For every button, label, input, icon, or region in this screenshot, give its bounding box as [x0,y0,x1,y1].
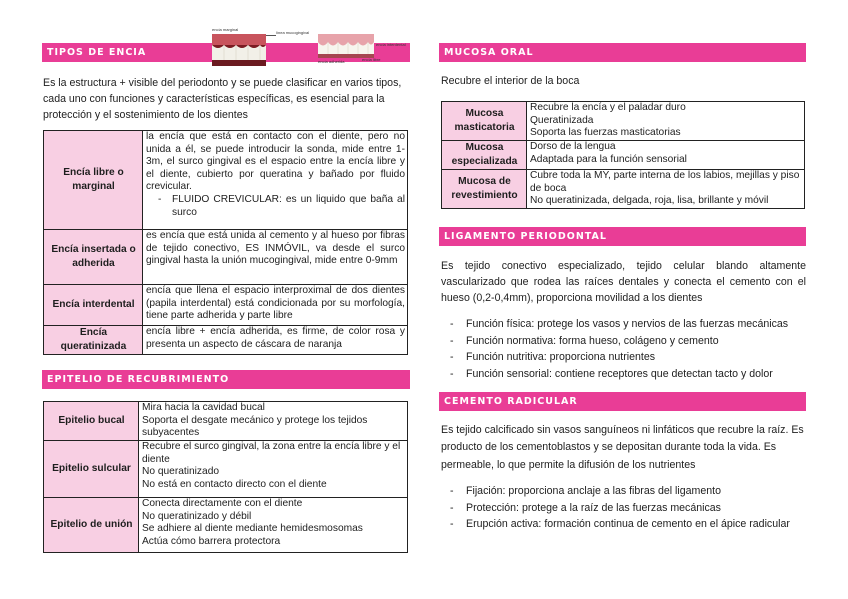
mucosa-heading: MUCOSA ORAL [439,43,806,62]
row-line: Conecta directamente con el diente [142,498,303,509]
row-text: la encía que está en contacto con el diente, pero no unida a él, se puede introducir la sonda, mide entre 1-3m, el surco gingival es el espacio entre la encía libre y el diente, cubierto por queratina y bañado por fluido crevicular. [146,131,405,193]
figure-label-mucogingival: línea mucogingival [276,30,310,35]
row-content [139,441,408,498]
row-label: Mucosa masticatoria [442,102,527,141]
row-line: No queratinizado y débil [142,510,252,522]
gum-photo-right [318,34,374,58]
row-line: Soporta las fuerzas masticatorias [530,127,681,139]
list-item: - FLUIDO CREVICULAR: es un liquido que baña al surco [172,194,405,219]
row-label: Epitelio bucal [44,402,139,441]
row-text: encía que llena el espacio interproximal de dos dientes (papila interdental) está condicionada por su morfología, tiene parte adherida y parte libre [143,285,408,326]
cemento-list [444,483,806,533]
mucosa-table [441,101,805,209]
cemento-intro: Es tejido calcificado sin vasos sanguíneos ni linfáticos que recubre la raíz. Es producto de los cementoblastos y se depositan durante toda la vida. Es permeable, lo que permite la difusión de los nutrientes [441,424,804,471]
row-line: Recubre la encía y el paladar duro [530,102,686,113]
row-label: Encía interdental [44,285,143,326]
row-label: Encía libre o marginal [44,131,143,230]
row-label: Epitelio sulcular [44,441,139,498]
figure-label-interdental: encía interdental [376,42,406,47]
row-line: Se adhiere al diente mediante hemidesmosomas [142,523,363,535]
table-row [44,230,408,285]
row-line: Adaptada para la función sensorial [530,153,687,165]
gum-photo-left [212,34,266,66]
list-item: - Función nutritiva: proporciona nutrientes [444,349,806,366]
row-line: No queratinizada, delgada, roja, lisa, brillante y móvil [530,195,769,207]
ligamento-list [444,316,806,382]
list-item: - Función física: protege los vasos y nervios de las fuerzas mecánicas [444,316,806,333]
row-label: Encía insertada o adherida [44,230,143,285]
row-line: No queratinizado [142,466,220,478]
figure-label-marginal: encía marginal [212,27,239,32]
tipos-heading: TIPOS DE ENCIA [42,43,410,62]
cemento-heading: CEMENTO RADICULAR [439,392,806,411]
list-item: - Protección: protege a la raíz de las fuerzas mecánicas [444,500,806,517]
epitelio-table [43,401,408,553]
list-item: - Fijación: proporciona anclaje a las fibras del ligamento [444,483,806,500]
mucosa-intro: Recubre el interior de la boca [441,75,580,87]
list-item: - Función sensorial: contiene receptores que detectan tacto y dolor [444,366,806,383]
tipos-encia-table [43,130,408,355]
row-content [139,498,408,553]
ligamento-intro: Es tejido conectivo especializado, tejido celular blando altamente vascularizado que rodea las raíces dentales y conecta el cemento con el hueso (0,2-0,4mm), proporciona movilidad a los dientes [441,260,806,304]
figure-leader-line [266,35,276,36]
list-item: - Erupción activa: formación continua de cemento en el ápice radicular [444,516,806,533]
row-text: encía libre + encía adherida, es firme, de color rosa y presenta un aspecto de cáscara de naranja [143,326,408,355]
row-content [139,402,408,441]
row-content [527,102,805,141]
row-label: Encía queratinizada [44,326,143,355]
row-line: Cubre toda la MY, parte interna de los labios, mejillas y piso de boca [530,170,800,194]
row-line: Soporta el desgate mecánico y protege los tejidos subyacentes [142,414,368,439]
table-row [44,441,408,498]
table-row [44,402,408,441]
row-label: Mucosa especializada [442,141,527,170]
figure-label-libre: encía libre [362,57,381,62]
table-row [44,326,408,355]
list-item: - Función normativa: forma hueso, colágeno y cemento [444,333,806,350]
table-row [44,285,408,326]
figure-label-adherida: encía adherida [318,59,345,64]
tipos-intro: Es la estructura + visible del periodonto y se puede clasificar en varios tipos, cada uno con funciones y características específicas, es esencial para la protección y el sostenimiento de los dientes [43,77,402,121]
epitelio-heading: EPITELIO DE RECUBRIMIENTO [42,370,410,389]
row-label: Mucosa de revestimiento [442,170,527,209]
sub-list [146,194,405,219]
ligamento-heading: LIGAMENTO PERIODONTAL [439,227,806,246]
table-row [442,141,805,170]
row-line: Dorso de la lengua [530,141,616,152]
row-line: Recubre el surco gingival, la zona entre la encía libre y el diente [142,441,401,465]
row-content [143,131,408,230]
row-line: Queratinizada [530,114,594,126]
row-content [527,170,805,209]
row-line: Actúa cómo barrera protectora [142,535,281,547]
table-row [442,102,805,141]
table-row [442,170,805,209]
table-row [44,498,408,553]
row-text: es encía que está unida al cemento y al hueso por fibras de tejido conectivo, ES INMÓVIL, va desde el surco gingival hasta la unión mucogingival, mide entre 0-9mm [143,230,408,285]
row-content [527,141,805,170]
row-line: Mira hacia la cavidad bucal [142,402,265,413]
table-row [44,131,408,230]
row-line: No está en contacto directo con el diente [142,478,327,490]
row-label: Epitelio de unión [44,498,139,553]
